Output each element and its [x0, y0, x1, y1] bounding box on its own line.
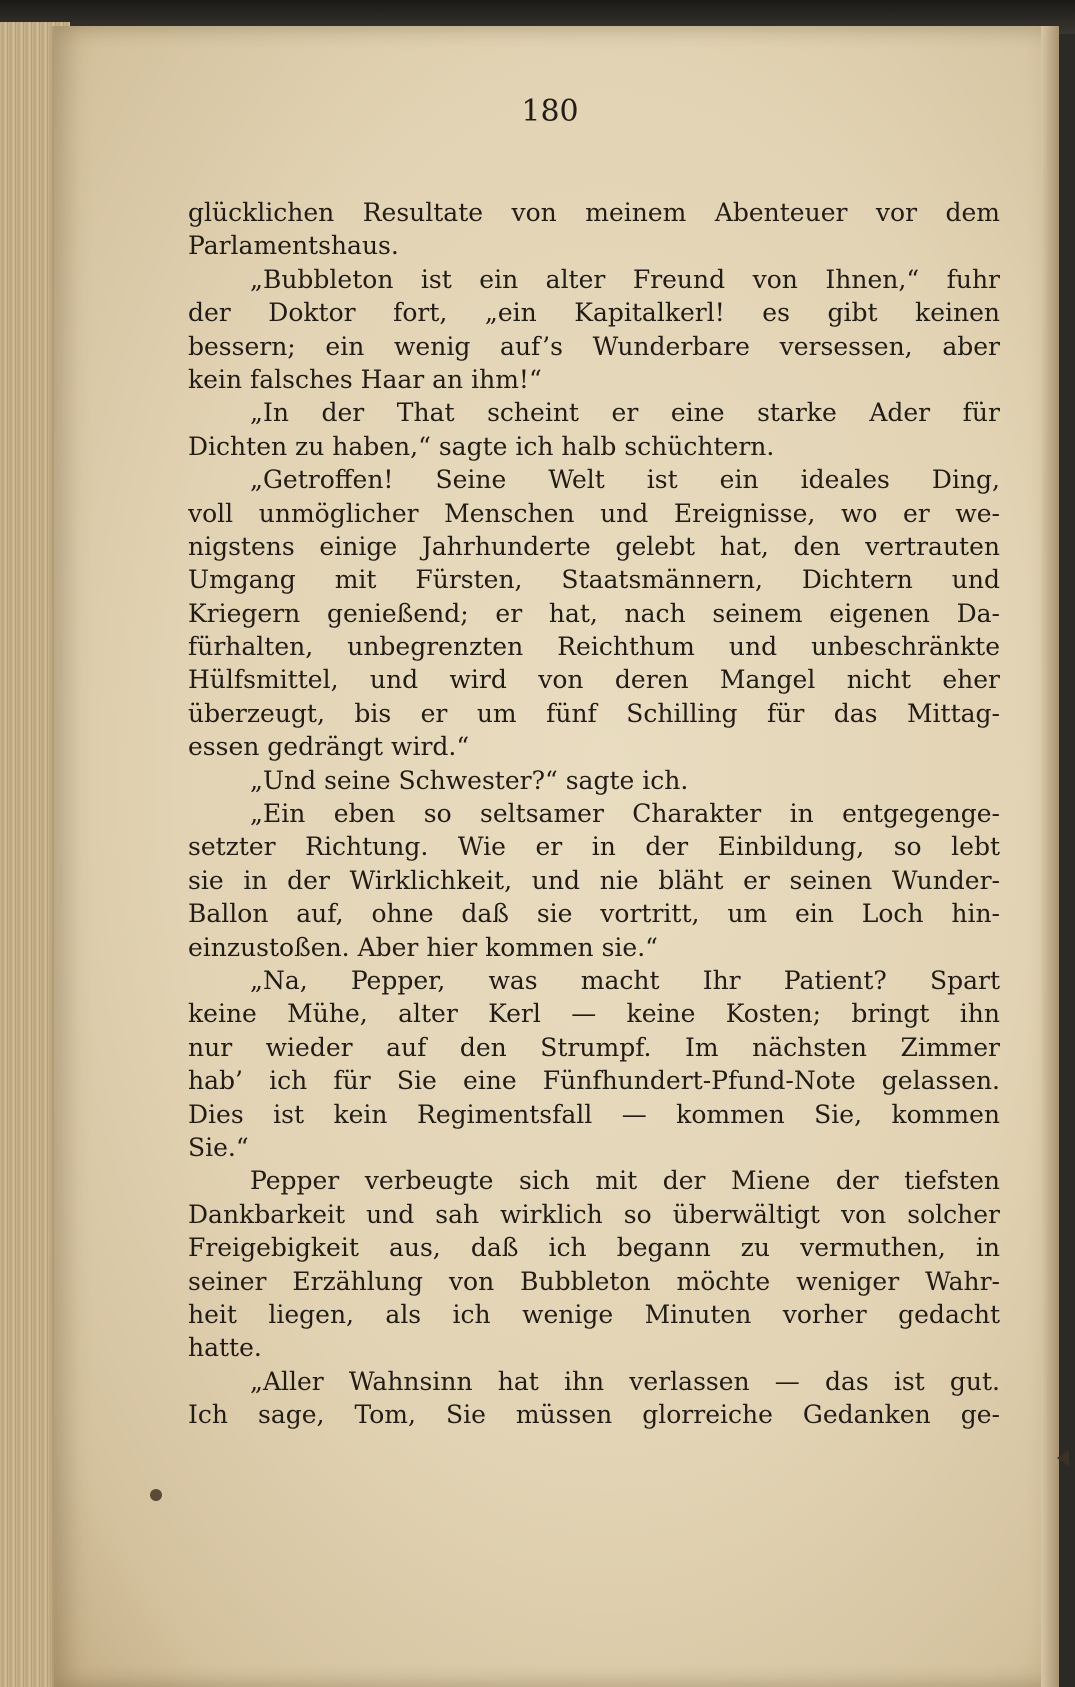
- text-line: essen gedrängt wird.“: [188, 732, 470, 762]
- text-line: sie in der Wirklichkeit, und nie bläht er seinen Wunder-: [188, 865, 1000, 895]
- text-line: Dichten zu haben,“ sagte ich halb schüchtern.: [188, 431, 775, 461]
- body-text: [188, 196, 1000, 1431]
- text-line: Ballon auf, ohne daß sie vortritt, um ein Loch hin-: [188, 899, 1000, 929]
- margin-mark: [1057, 1450, 1069, 1466]
- text-line: bessern; ein wenig auf’s Wunderbare versessen, aber: [188, 331, 1000, 361]
- text-line: überzeugt, bis er um fünf Schilling für das Mittag-: [188, 698, 1000, 728]
- text-line: „Aller Wahnsinn hat ihn verlassen — das ist gut.: [250, 1366, 1000, 1396]
- text-line: setzter Richtung. Wie er in der Einbildung, so lebt: [188, 832, 1000, 862]
- text-line: heit liegen, als ich wenige Minuten vorher gedacht: [188, 1299, 1000, 1329]
- text-line: fürhalten, unbegrenzten Reichthum und unbeschränkte: [188, 632, 1000, 662]
- text-line: der Doktor fort, „ein Kapitalkerl! es gibt keinen: [188, 298, 1000, 328]
- text-line: voll unmöglicher Menschen und Ereignisse, wo er we-: [188, 498, 1000, 528]
- text-line: nigstens einige Jahrhunderte gelebt hat, den vertrauten: [188, 531, 1000, 561]
- text-line: Umgang mit Fürsten, Staatsmännern, Dichtern und: [188, 565, 1000, 595]
- page-number: 180: [521, 94, 579, 129]
- text-line: seiner Erzählung von Bubbleton möchte weniger Wahr-: [188, 1266, 1000, 1296]
- text-line: Dankbarkeit und sah wirklich so überwältigt von solcher: [188, 1199, 1000, 1229]
- text-line: kein falsches Haar an ihm!“: [188, 364, 542, 394]
- text-line: Ich sage, Tom, Sie müssen glorreiche Gedanken ge-: [188, 1400, 1000, 1430]
- text-line: Freigebigkeit aus, daß ich begann zu vermuthen, in: [188, 1233, 1000, 1263]
- text-line: „Und seine Schwester?“ sagte ich.: [250, 765, 689, 795]
- text-line: Hülfsmittel, und wird von deren Mangel nicht eher: [188, 665, 1000, 695]
- text-line: Dies ist kein Regimentsfall — kommen Sie, kommen: [188, 1099, 1000, 1129]
- text-line: hatte.: [188, 1333, 262, 1363]
- text-line: nur wieder auf den Strumpf. Im nächsten Zimmer: [188, 1032, 1000, 1062]
- text-line: glücklichen Resultate von meinem Abenteuer vor dem: [188, 198, 1000, 227]
- ink-spot: [150, 1489, 162, 1501]
- text-line: Kriegern genießend; er hat, nach seinem eigenen Da-: [188, 598, 1000, 628]
- text-line: „In der That scheint er eine starke Ader für: [250, 398, 1000, 428]
- page-gutter-edge: [1041, 26, 1059, 1687]
- text-line: „Getroffen! Seine Welt ist ein ideales Ding,: [250, 465, 1000, 495]
- text-line: Sie.“: [188, 1132, 249, 1162]
- text-line: einzustoßen. Aber hier kommen sie.“: [188, 932, 658, 962]
- text-line: „Na, Pepper, was macht Ihr Patient? Spart: [250, 965, 1000, 995]
- text-line: Pepper verbeugte sich mit der Miene der tiefsten: [250, 1166, 1000, 1196]
- text-line: Parlamentshaus.: [188, 231, 399, 261]
- text-line: „Ein eben so seltsamer Charakter in entgegenge-: [250, 799, 1000, 829]
- text-line: hab’ ich für Sie eine Fünfhundert-Pfund-Note gelassen.: [188, 1066, 1000, 1096]
- text-line: „Bubbleton ist ein alter Freund von Ihnen,“ fuhr: [250, 264, 1000, 294]
- text-line: keine Mühe, alter Kerl — keine Kosten; bringt ihn: [188, 999, 1000, 1029]
